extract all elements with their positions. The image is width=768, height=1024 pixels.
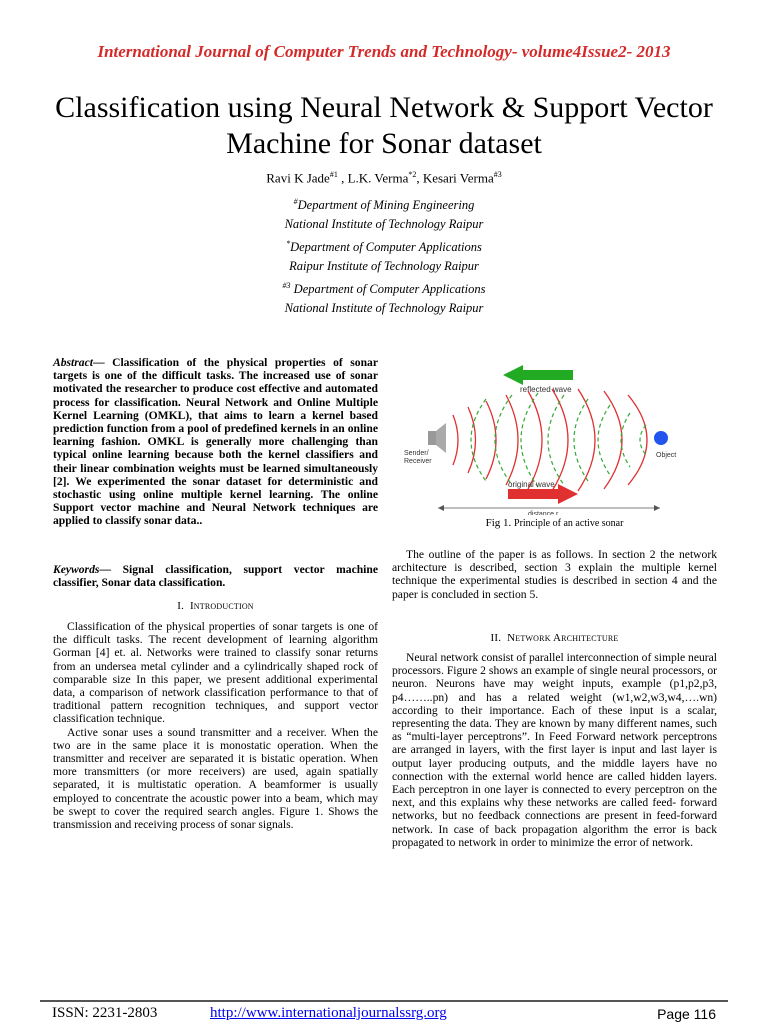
- sender-label-line: Receiver: [404, 458, 432, 465]
- affiliation-line: Raipur Institute of Technology Raipur: [289, 259, 479, 274]
- distance-label: distance r: [528, 511, 559, 515]
- reflected-wave-label: reflected wave: [520, 385, 572, 394]
- affiliation-line: *Department of Computer Applications: [286, 239, 482, 255]
- sonar-diagram: [398, 365, 698, 515]
- footer-issn: ISSN: 2231-2803: [52, 1005, 158, 1021]
- introduction-body: [53, 620, 378, 831]
- affiliations: [0, 192, 768, 318]
- paragraph: The outline of the paper is as follows. In section 2 the network architecture is described, section 3 explain the multiple kernel technique the experimental studies is described in section 4 and the paper is concluded in section 5.: [392, 548, 717, 601]
- abstract-label: Abstract: [53, 356, 93, 369]
- author-name: Kesari Verma: [422, 170, 494, 186]
- abstract: [53, 356, 378, 528]
- outline-paragraph: [392, 548, 717, 601]
- affiliation-line: $^{\#3}$ Department of Computer Applications: [282, 281, 486, 297]
- affiliation-line: National Institute of Technology Raipur: [284, 301, 484, 316]
- reflected-wave-arrow: [503, 365, 573, 385]
- author-sup: #3: [493, 170, 502, 179]
- author-name: L.K. Verma: [347, 170, 409, 186]
- speaker-icon: [428, 431, 436, 445]
- figure-caption: [392, 517, 717, 529]
- section-heading-network-architecture: II. Network Architecture: [490, 632, 619, 644]
- footer-divider: [40, 1000, 728, 1002]
- paragraph: Classification of the physical properties of sonar targets is one of the difficult tasks. The recent development of learning algorithm Gorman [4] et. al. Networks were trained to classify sonar returns from an undersea metal cylinder and a cylindrically shaped rock of comparable size In this paper, we present additional experimental data, a comparison of network classification performance to that of traditional pattern recognition techniques, and support vector classification technique.: [53, 620, 378, 726]
- footer-page-number: Page 116: [657, 1006, 716, 1022]
- original-wave-label: original wave: [508, 480, 555, 489]
- affiliation-line: National Institute of Technology Raipur: [284, 217, 484, 232]
- paragraph: Active sonar uses a sound transmitter and a receiver. When the two are in the same place it is monostatic operation. When the transmitter and receiver are separated it is bistatic operation. When more transmitters (or more receivers) are used, again spatially separated, it is multistatic operation. A beamformer is usually employed to concentrate the acoustic power into a beam, which may be swept to cover the required search angles. Figure 1. Shows the transmission and receiving process of sonar signals.: [53, 725, 378, 832]
- figure-caption-text: Principle of an active sonar: [514, 518, 624, 529]
- keywords-text: — Signal classification, support vector machine classifier, Sonar data classification.: [53, 563, 378, 590]
- network-architecture-body: [392, 651, 717, 849]
- paragraph: Neural network consist of parallel interconnection of simple neural processors. Figure 2 shows an example of single neural processors, or neuron. Neurons have may weight inputs, example (p1,p2,p3, p4……..pn) and has a related weight (w1,w2,w3,w4,….wn) according to their importance. Each of these input is a scalar, representing the data. They are known by many different names, such as “multi-layer perceptrons”. In Feed Forward network perceptrons are arranged in layers, with the first layer is input and last layer is output layer producing outputs, and the middle layers have no connection with the external world hence are called hidden layers. Each perceptron in one layer is connected to every perceptron on the next, and this explains why these networks are called feed- forward networks, but no feedback connections are present in feed-forward network. In case of back propagation algorithm the error is back propagated to network in order to minimize the error of network.: [392, 651, 717, 849]
- author-sup: *2: [408, 170, 417, 179]
- keywords-label: Keywords: [53, 563, 100, 576]
- affiliation-line: #Department of Mining Engineering: [293, 197, 475, 213]
- object-icon: [654, 431, 668, 445]
- author-line: Ravi K Jade$^{\#1}$ , L.K. Verma$^{*2}$, Kesari Verma$^{\#3}$: [266, 170, 502, 186]
- sender-label: [404, 450, 432, 465]
- paper-title: Classification using Neural Network & Support Vector Machine for Sonar dataset: [55, 91, 713, 160]
- journal-header: International Journal of Computer Trends and Technology- volume4Issue2- 2013: [97, 42, 671, 61]
- abstract-text: — Classification of the physical properties of sonar targets is one of the difficult tasks. The increased use of sonar motivated the researcher to produce cost effective and automated process for classification. Neural Network and Online Multiple Kernel Learning (OMKL), that aims to learn a kernel based prediction function from a pool of predefined kernels in an online learning fashion. OMKL is generally more challenging than typical online learning because both the kernel classifiers and their linear combination weights must be learned simultaneously [2]. We experimented the sonar dataset for deterministic and stochastic using online multiple kernel learning. The online Support vector machine and Neural Network techniques are applied to classify sonar data..: [53, 356, 378, 528]
- figure-active-sonar: [398, 365, 698, 515]
- footer-journal-link[interactable]: http://www.internationaljournalssrg.org: [210, 1005, 447, 1021]
- author-sup: #1: [329, 170, 338, 179]
- keywords: [53, 563, 378, 589]
- section-heading-introduction: I. Introduction: [177, 600, 254, 612]
- sender-label-line: Sender/: [404, 450, 429, 457]
- object-label: Object: [656, 452, 677, 459]
- author-name: Ravi K Jade: [266, 170, 330, 186]
- figure-caption-label: Fig 1.: [485, 517, 512, 529]
